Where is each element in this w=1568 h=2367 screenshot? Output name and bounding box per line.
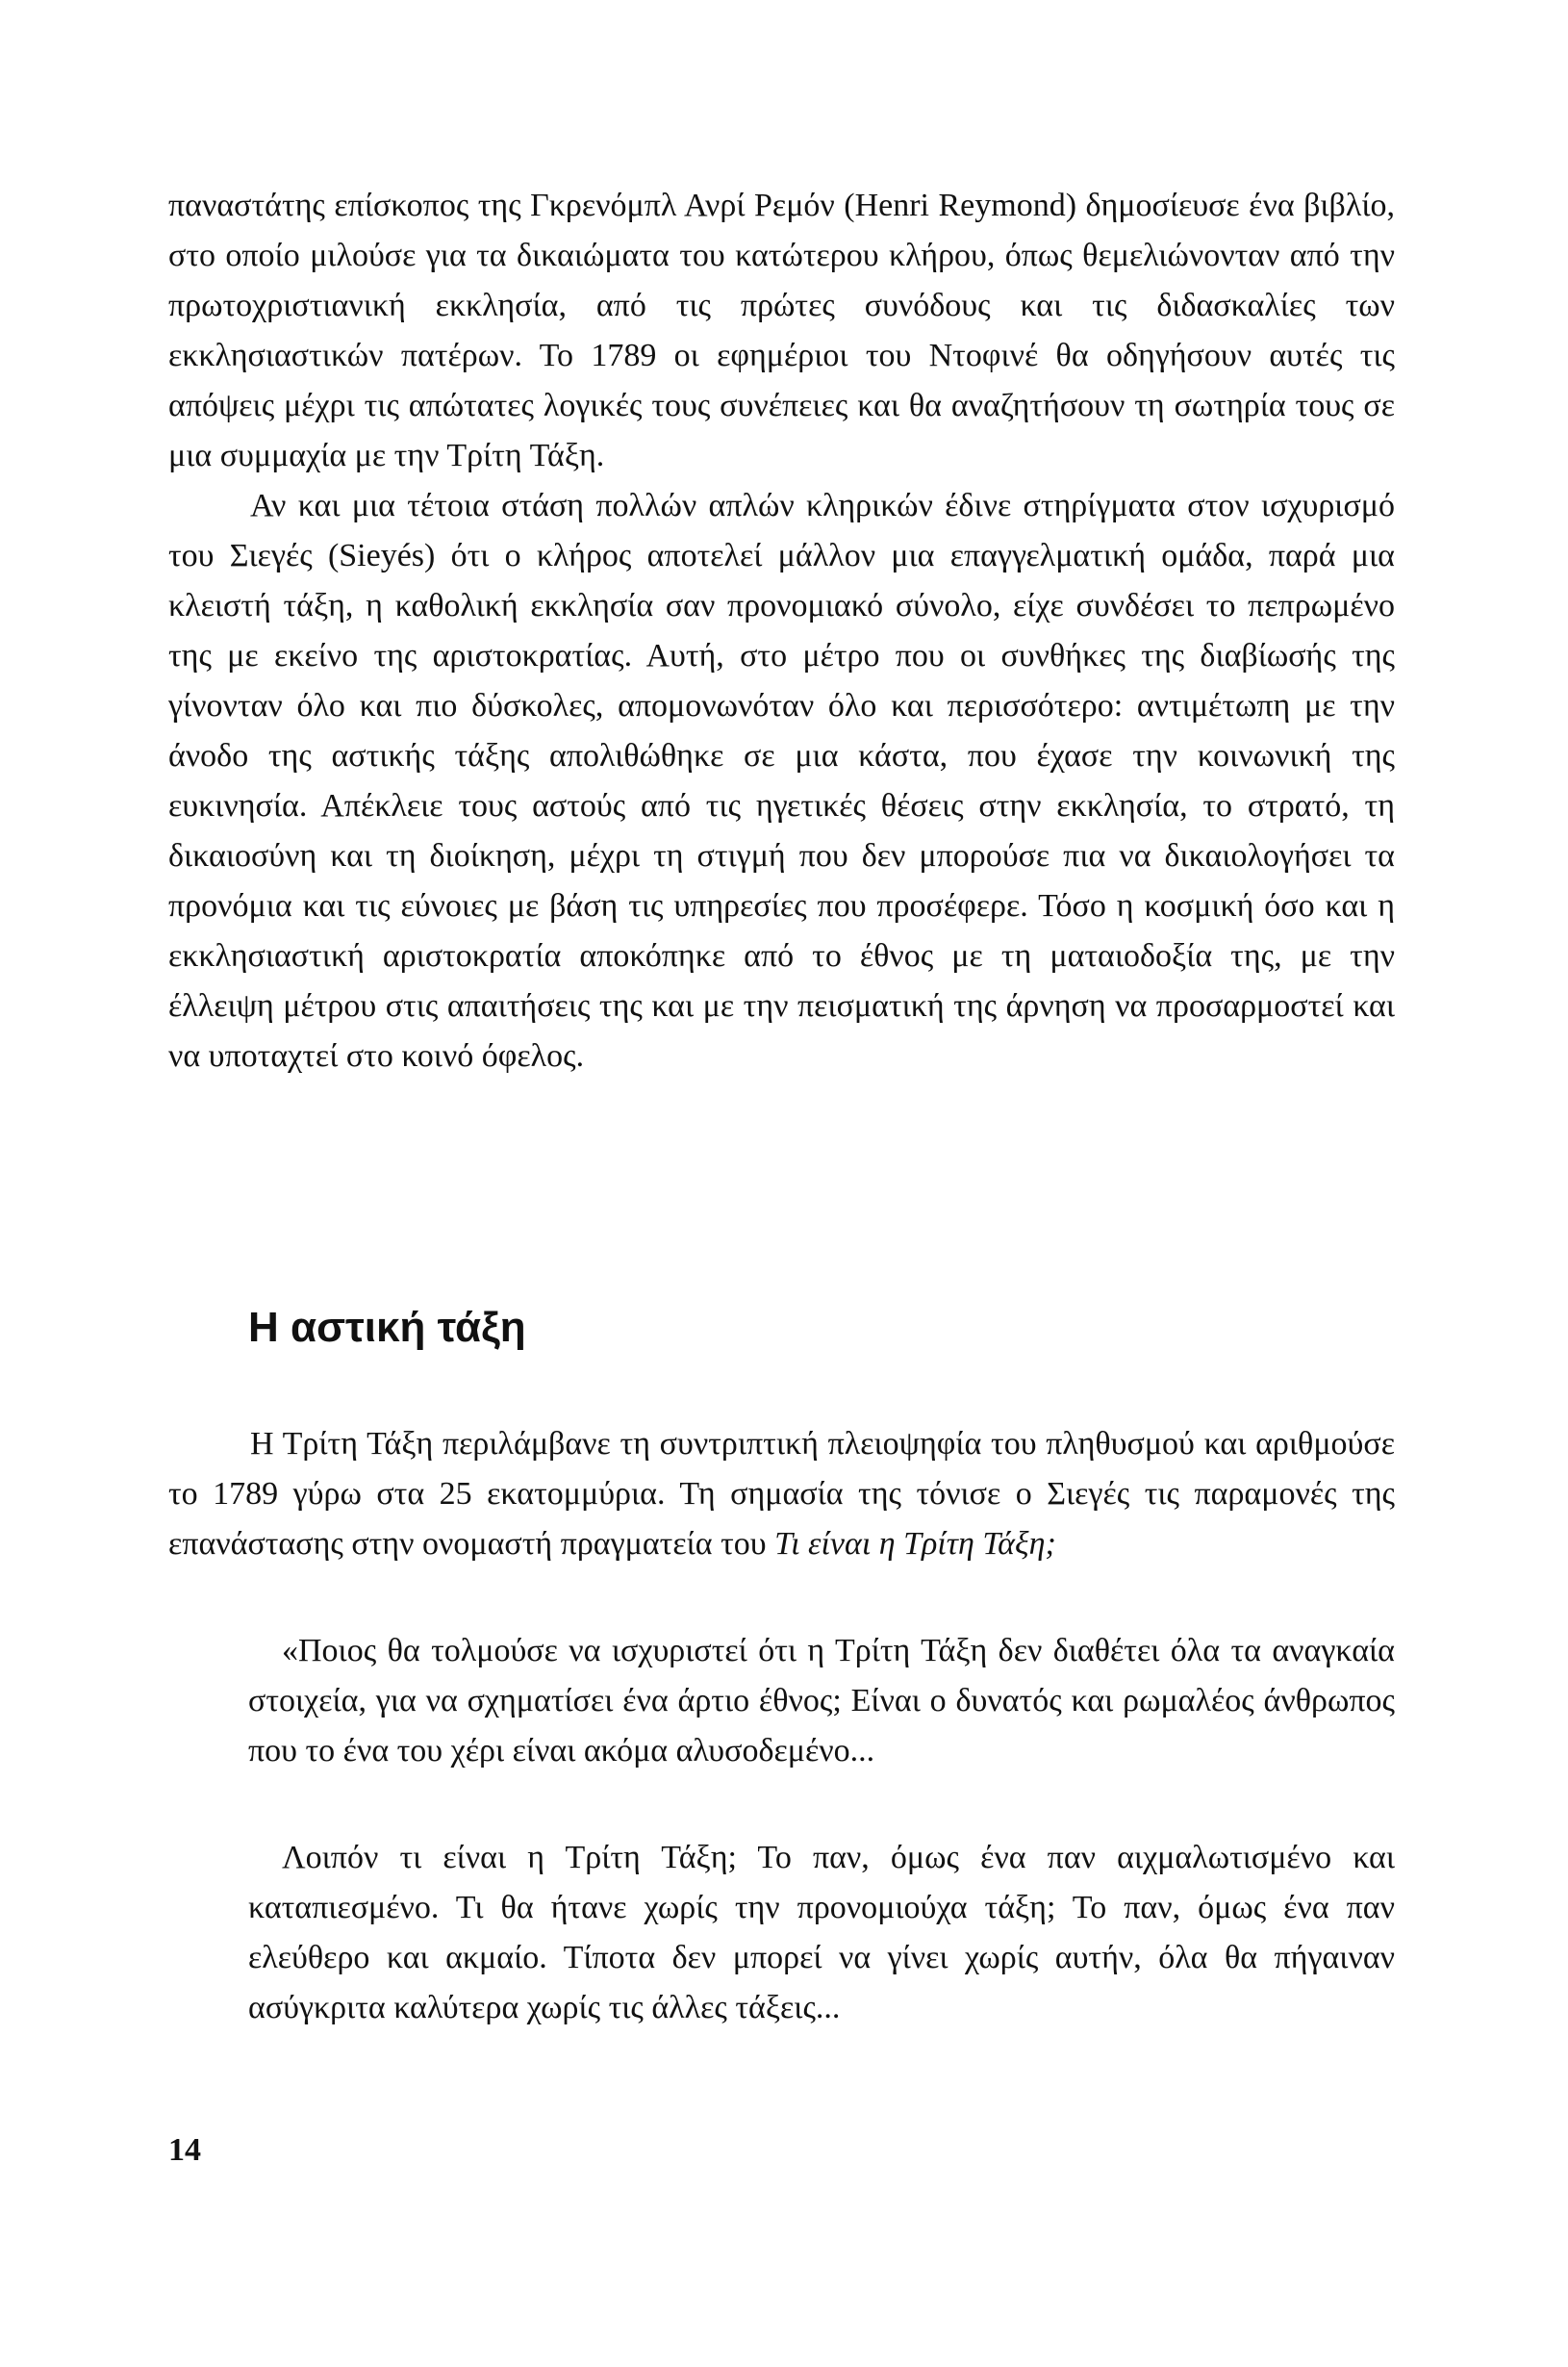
block-quote (248, 1833, 1395, 2033)
paragraph-text: Η Τρίτη Τάξη περιλάμβανε τη συντριπτική πλειοψηφία του πληθυσμού και αριθμούσε το 1789 γύρω στα 25 εκατομμύρια. Τη σημασία της τόνισε ο Σιεγές τις παραμονές της επανάστασης στην ονομαστή πραγματεία του (168, 1426, 1395, 1562)
quote-paragraph: «Ποιος θα τολμούσε να ισχυριστεί ότι η Τρίτη Τάξη δεν διαθέτει όλα τα αναγκαία στοιχεία, για να σχηματίσει ένα άρτιο έθνος; Είναι ο δυνατός και ρωμαλέος άνθρωπος που το ένα του χέρι είναι ακόμα αλυσοδεμένο... (248, 1633, 1395, 1769)
section-bourgeoisie (168, 1419, 1395, 1569)
section-intro (168, 181, 1395, 1082)
paragraph: παναστάτης επίσκοπος της Γκρενόμπλ Ανρί Ρεμόν (Henri Reymond) δημοσίευσε ένα βιβλίο, στο οποίο μιλούσε για τα δικαιώματα του κατώτερου κλήρου, όπως θεμελιώνονταν από την πρωτοχριστιανική εκκλησία, από τις πρώτες συνόδους και τις διδασκαλίες των εκκλησιαστικών πατέρων. Το 1789 οι εφημέριοι του Ντοφινέ θα οδηγήσουν αυτές τις απόψεις μέχρι τις απώτατες λογικές τους συνέπειες και θα αναζητήσουν τη σωτηρία τους σε μια συμμαχία με την Τρίτη Τάξη. (168, 188, 1395, 473)
quote-paragraph: Λοιπόν τι είναι η Τρίτη Τάξη; Το παν, όμως ένα παν αιχμαλωτισμένο και καταπιεσμένο. Τι θα ήτανε χωρίς την προνομιούχα τάξη; Το παν, όμως ένα παν ελεύθερο και ακμαίο. Τίποτα δεν μπορεί να γίνει χωρίς αυτήν, όλα θα πήγαιναν ασύγκριτα καλύτερα χωρίς τις άλλες τάξεις... (248, 1840, 1395, 2025)
section-heading: Η αστική τάξη (248, 1304, 526, 1351)
page-number: 14 (168, 2132, 201, 2168)
book-title: Τι είναι η Τρίτη Τάξη; (774, 1526, 1056, 1562)
paragraph (168, 1419, 1395, 1569)
block-quote (248, 1626, 1395, 1776)
paragraph: Αν και μια τέτοια στάση πολλών απλών κληρικών έδινε στηρίγματα στον ισχυρισμό του Σιεγές (Sieyés) ότι ο κλήρος αποτελεί μάλλον μια επαγγελματική ομάδα, παρά μια κλειστή τάξη, η καθολική εκκλησία σαν προνομιακό σύνολο, είχε συνδέσει το πεπρωμένο της με εκείνο της αριστοκρατίας. Αυτή, στο μέτρο που οι συνθήκες της διαβίωσής της γίνονταν όλο και πιο δύσκολες, απομονωνόταν όλο και περισσότερο: αντιμέτωπη με την άνοδο της αστικής τάξης απολιθώθηκε σε μια κάστα, που έχασε την κοινωνική της ευκινησία. Απέκλειε τους αστούς από τις ηγετικές θέσεις στην εκκλησία, το στρατό, τη δικαιοσύνη και τη διοίκηση, μέχρι τη στιγμή που δεν μπορούσε πια να δικαιολογήσει τα προνόμια και τις εύνοιες με βάση τις υπηρεσίες που προσέφερε. Τόσο η κοσμική όσο και η εκκλησιαστική αριστοκρατία αποκόπηκε από το έθνος με τη ματαιοδοξία της, με την έλλειψη μέτρου στις απαιτήσεις της και με την πεισματική της άρνηση να προσαρμοστεί και να υποταχτεί στο κοινό όφελος. (168, 488, 1395, 1074)
